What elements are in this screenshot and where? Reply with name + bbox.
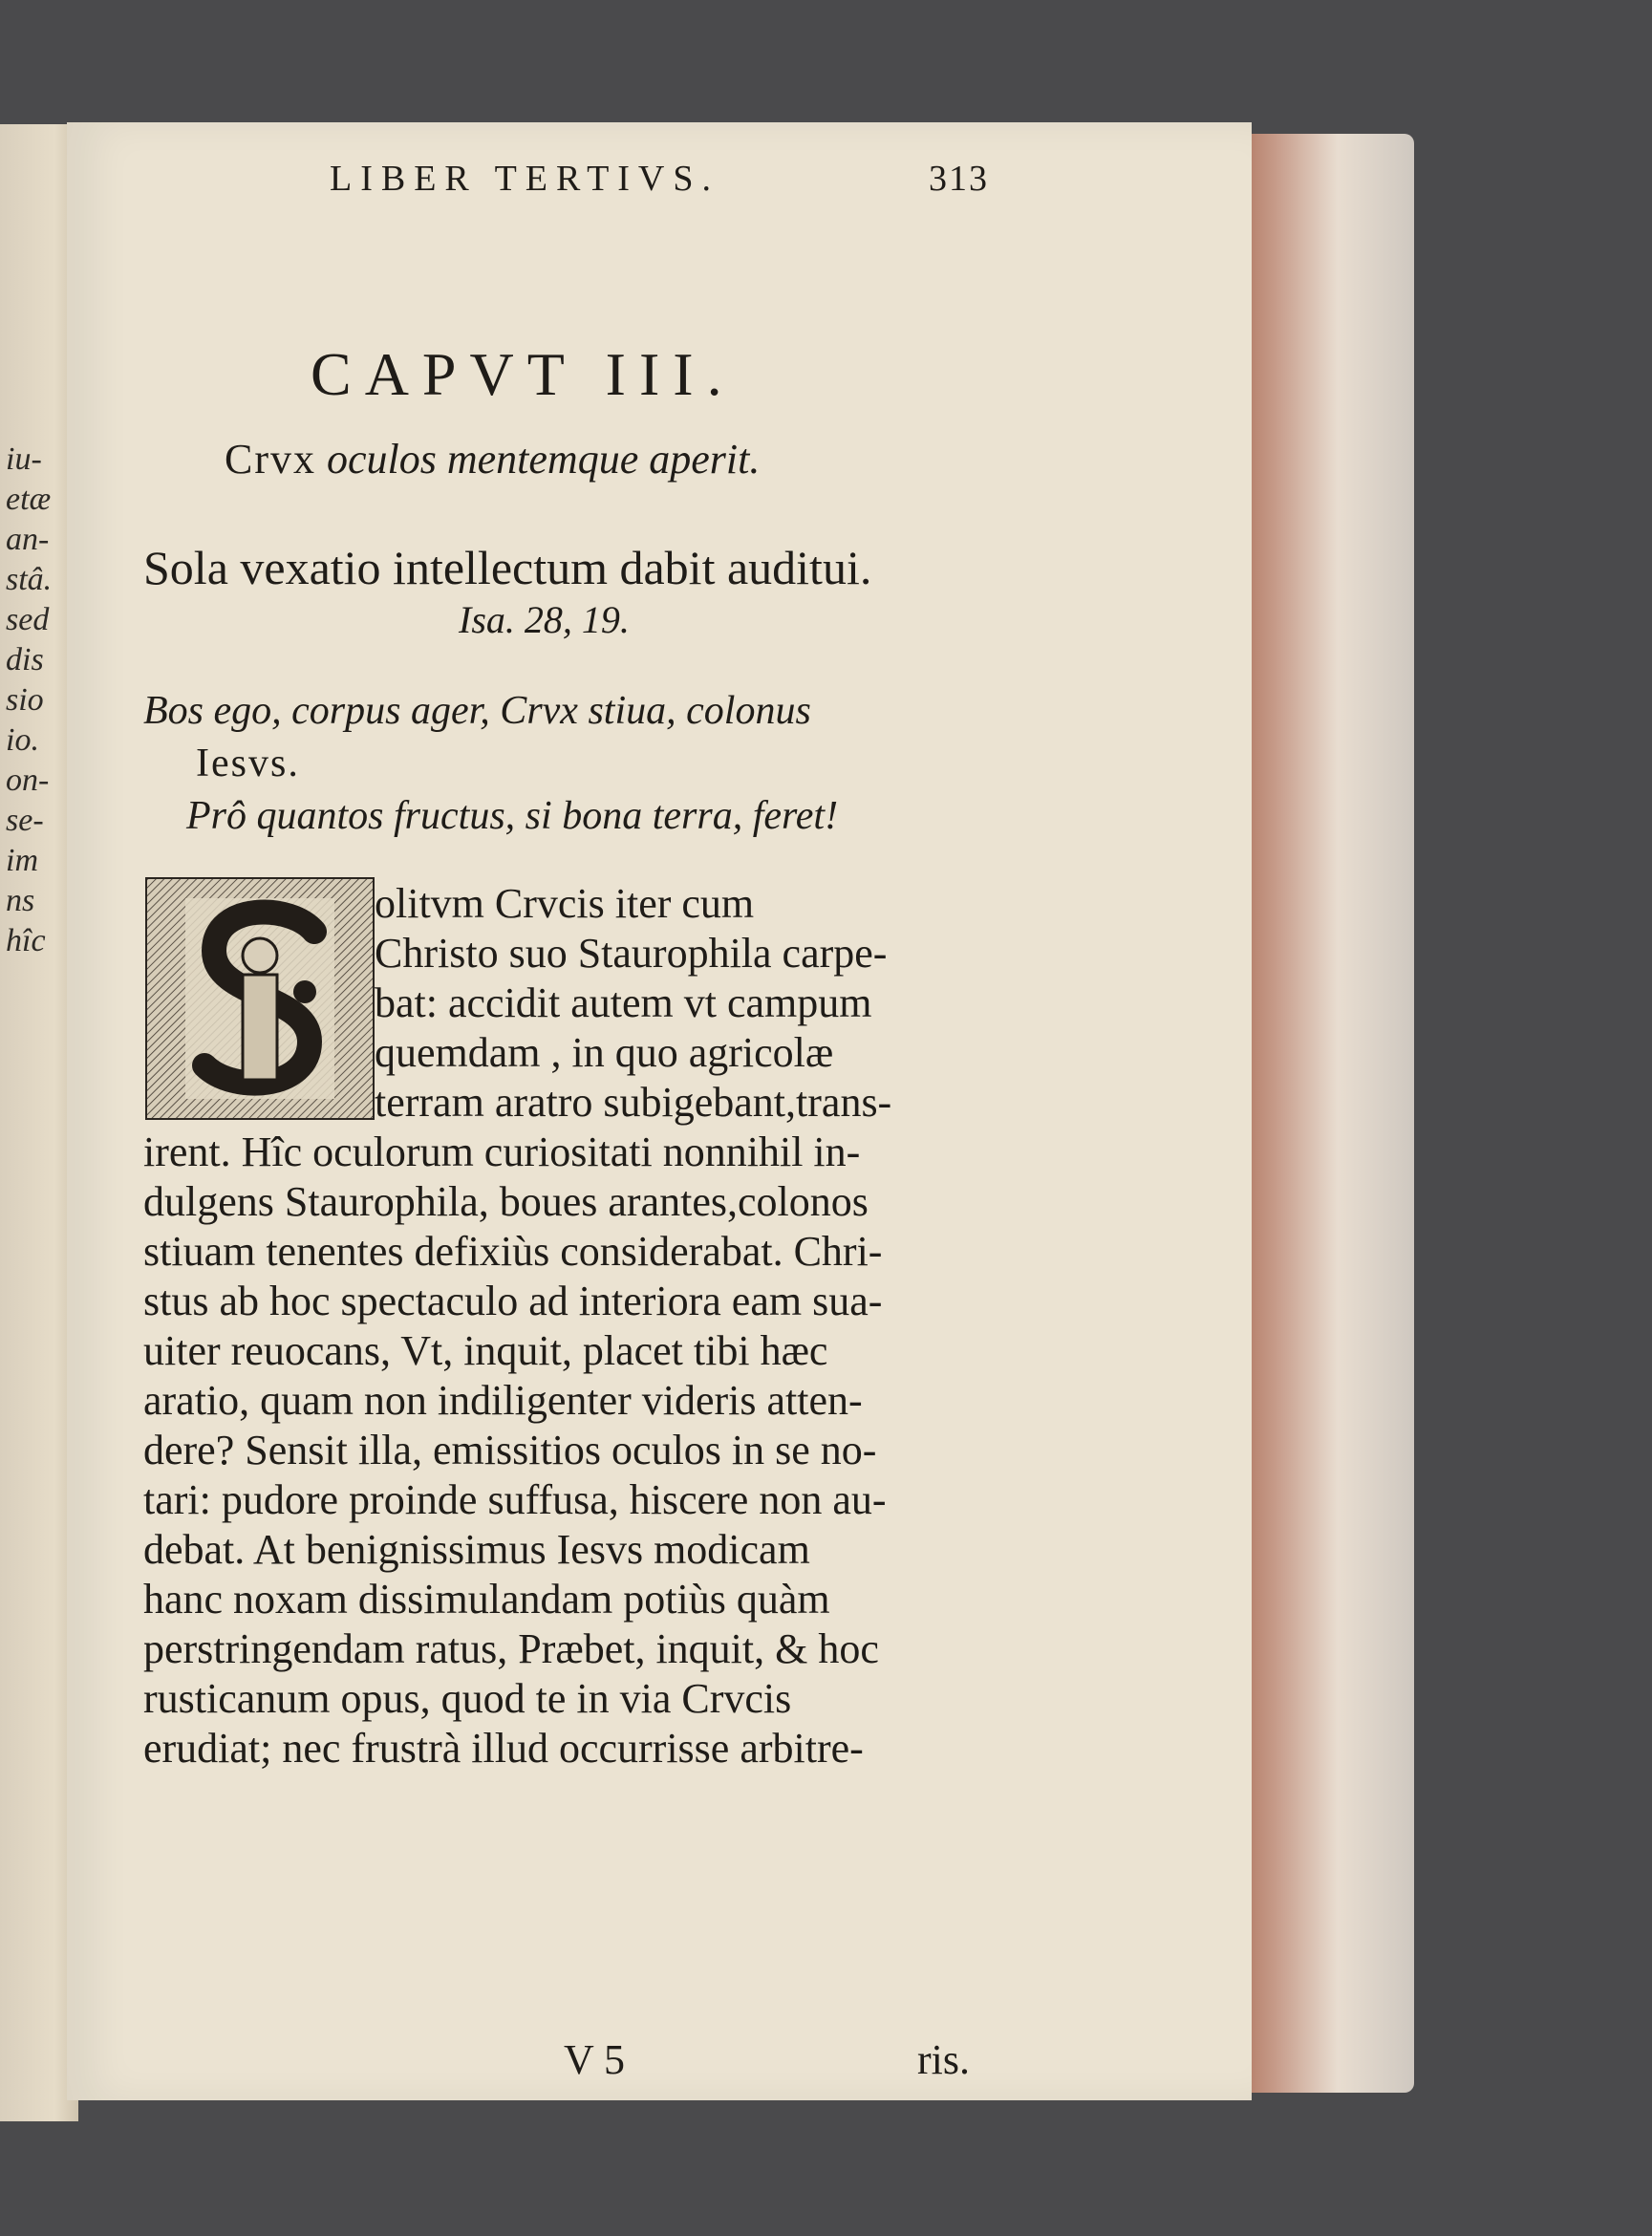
verse-line: Iesvs. xyxy=(196,742,300,785)
fragment: etæ xyxy=(6,482,52,517)
facing-page-fragments xyxy=(6,440,52,961)
signature-mark: V 5 xyxy=(564,2036,625,2083)
verse-line xyxy=(186,793,1027,839)
body-line: terram aratro subigebant,trans- xyxy=(375,1079,892,1126)
verse-text: Prô quantos fructus, si bona terra, feret! xyxy=(186,794,839,838)
fragment: hîc xyxy=(6,923,46,958)
fragment: sio xyxy=(6,682,44,718)
chapter-title: CAPVT III. xyxy=(311,340,736,408)
body-line: olitvm Crvcis iter cum xyxy=(375,880,755,927)
body-line: erudiat; nec frustrà illud occurrisse arbitre- xyxy=(143,1725,864,1772)
body-line: irent. Hîc oculorum curiositati nonnihil in- xyxy=(143,1129,861,1175)
body-line: quemdam , in quo agricolæ xyxy=(375,1029,834,1076)
running-head-title: LIBER TERTIVS. xyxy=(330,159,720,199)
body-line: bat: accidit autem vt campum xyxy=(375,979,872,1026)
body-line: debat. At benignissimus Iesvs modicam xyxy=(143,1526,810,1573)
page-edges xyxy=(1223,134,1414,2093)
verse-text: Bos ego, corpus ager, Crvx stiua, colonus xyxy=(143,689,811,733)
chapter-subtitle xyxy=(225,435,989,484)
body-line: rusticanum opus, quod te in via Crvcis xyxy=(143,1675,792,1722)
fragment: sed xyxy=(6,602,50,637)
verse-line xyxy=(143,688,984,734)
catchword: ris. xyxy=(917,2036,970,2083)
motto-reference: Isa. 28, 19. xyxy=(459,598,630,641)
motto: Sola vexatio intellectum dabit auditui. xyxy=(143,541,872,594)
fragment: iu- xyxy=(6,441,42,477)
fragment: dis xyxy=(6,642,44,677)
body-line: dere? Sensit illa, emissitios oculos in se no- xyxy=(143,1427,877,1473)
body-line: uiter reuocans, Vt, inquit, placet tibi hæc xyxy=(143,1327,828,1374)
fragment: se- xyxy=(6,803,44,838)
running-head xyxy=(330,158,989,215)
body-line: perstringendam ratus, Præbet, inquit, & hoc xyxy=(143,1625,879,1672)
body-line: stiuam tenentes defixiùs considerabat. Chri- xyxy=(143,1228,883,1275)
body-line: tari: pudore proinde suffusa, hiscere non au- xyxy=(143,1476,887,1523)
fragment: stâ. xyxy=(6,562,53,597)
woodcut-initial-s xyxy=(145,877,375,1120)
body-line: hanc noxam dissimulandam potiùs quàm xyxy=(143,1576,830,1623)
subtitle-italic: oculos mentemque aperit. xyxy=(327,436,761,483)
subtitle-smallcaps: Crvx xyxy=(225,436,316,483)
fragment: an- xyxy=(6,522,50,557)
body-line: aratio, quam non indiligenter videris atten- xyxy=(143,1377,863,1424)
page-number: 313 xyxy=(929,159,989,199)
body-line: dulgens Staurophila, boues arantes,colonos xyxy=(143,1178,869,1225)
fragment: on- xyxy=(6,763,50,798)
body-line: stus ab hoc spectaculo ad interiora eam sua- xyxy=(143,1278,883,1324)
body-line: Christo suo Staurophila carpe- xyxy=(375,930,888,977)
fragment: ns xyxy=(6,883,35,918)
fragment: im xyxy=(6,843,38,878)
fragment: io. xyxy=(6,722,39,758)
